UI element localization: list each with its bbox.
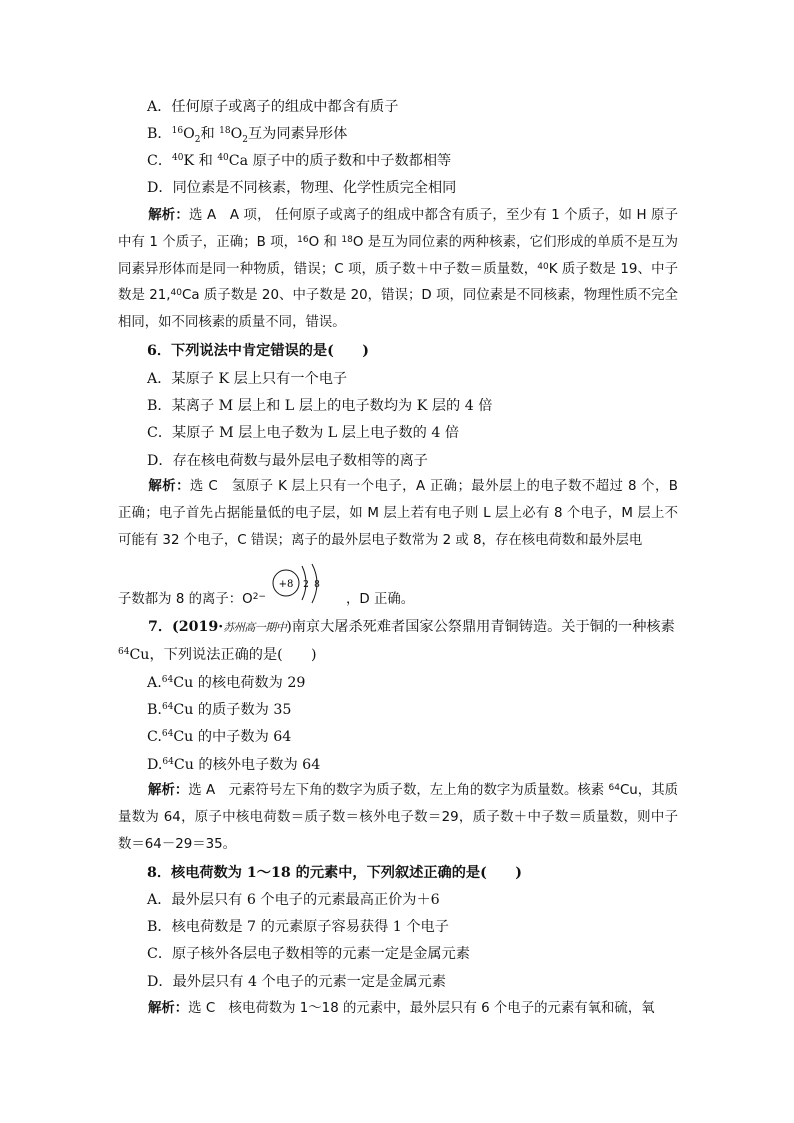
q6-analysis: 解析：选 C 氢原子 K 层上只有一个电子，A 正确；最外层上的电子数不超过 8 个，B 正确；电子首先占据能量低的电子层，如 M 层上若有电子则 L 层上必有 8 个电子，M 层上不可能有 32 个电子，C 错误；离子的最外层电子数常为 2 或 8，存在核电荷数和最外层电 (118, 479, 678, 548)
q7-option-a: A.$^{64}$Cu 的核电荷数为 29 (147, 675, 306, 691)
nucleus-charge: +8 (278, 579, 294, 590)
q8-stem: 8．核电荷数为 1～18 的元素中，下列叙述正确的是( ) (147, 865, 522, 881)
q7-option-b: B.$^{64}$Cu 的质子数为 35 (147, 702, 292, 718)
q6-stem: 6．下列说法中肯定错误的是( ) (147, 343, 369, 359)
q5-option-c: C．$^{40}$K 和 $^{40}$Ca 原子中的质子数和中子数都相等 (147, 153, 452, 169)
q6-analysis-last-line: 子数都为 8 的离子：$O^{2-}$ ，D 正确。 (118, 592, 415, 607)
q8-option-a: A．最外层只有 6 个电子的元素最高正价为＋6 (147, 892, 440, 908)
q6-option-c: C．某原子 M 层上电子数为 L 层上电子数的 4 倍 (147, 425, 460, 441)
q8-option-d: D．最外层只有 4 个电子的元素一定是金属元素 (147, 974, 446, 990)
q7-option-d: D.$^{64}$Cu 的核外电子数为 64 (147, 757, 321, 773)
q6-option-a: A．某原子 K 层上只有一个电子 (147, 371, 348, 387)
q5-option-d: D．同位素是不同核素，物理、化学性质完全相同 (147, 180, 457, 196)
q8-option-b: B．核电荷数是 7 的元素原子容易获得 1 个电子 (147, 919, 449, 935)
oxygen-ion-structure-diagram (272, 563, 334, 609)
q5-option-a: A．任何原子或离子的组成中都含有质子 (147, 99, 399, 115)
shell-1-electrons: 2 (303, 580, 309, 590)
q7-analysis: 解析：选 A 元素符号左下角的数字为质子数，左上角的数字为质量数。核素 $^{64}$Cu，其质量数为 64，原子中核电荷数＝质子数＝核外电子数＝29，质子数＋中子数＝质量数，则中子数＝64－29＝35。 (118, 783, 679, 852)
q8-analysis: 解析：选 C 核电荷数为 1～18 的元素中，最外层只有 6 个电子的元素有氧和硫，氧 (148, 1001, 655, 1016)
q8-option-c: C．原子核外各层电子数相等的元素一定是金属元素 (147, 946, 470, 962)
q5-option-b: B．$^{16}O_2$和 $^{18}O_2$互为同素异形体 (147, 126, 348, 145)
q5-analysis: 解析：选 A A 项， 任何原子或离子的组成中都含有质子，至少有 1 个质子，如 H 原子中有 1 个质子，正确；B 项，$^{16}$O 和 $^{18}$O 是互为同位素的两种核素，它们形成的单质不是互为同素异形体而是同一种物质，错误；C 项，质子数＋中子数＝质量数，$^{40}$K 质子数是 19、中子数是 21,40Ca 质子数是 20、中子数是 20，错误；D 项，同位素是不同核素，物理性质不完全相同，如不同核素的质量不同，错误。 (118, 208, 679, 331)
q6-option-b: B．某离子 M 层上和 L 层上的电子数均为 K 层的 4 倍 (147, 398, 493, 414)
q7-option-c: C.$^{64}$Cu 的中子数为 64 (147, 729, 292, 745)
q6-option-d: D．存在核电荷数与最外层电子数相等的离子 (147, 453, 428, 469)
q7-stem: 7．(2019·苏州高一期中)南京大屠杀死难者国家公祭鼎用青铜铸造。关于铜的一种核素 $^{64}$Cu，下列说法正确的是( ) (118, 619, 675, 663)
shell-2-electrons: 8 (314, 580, 320, 590)
